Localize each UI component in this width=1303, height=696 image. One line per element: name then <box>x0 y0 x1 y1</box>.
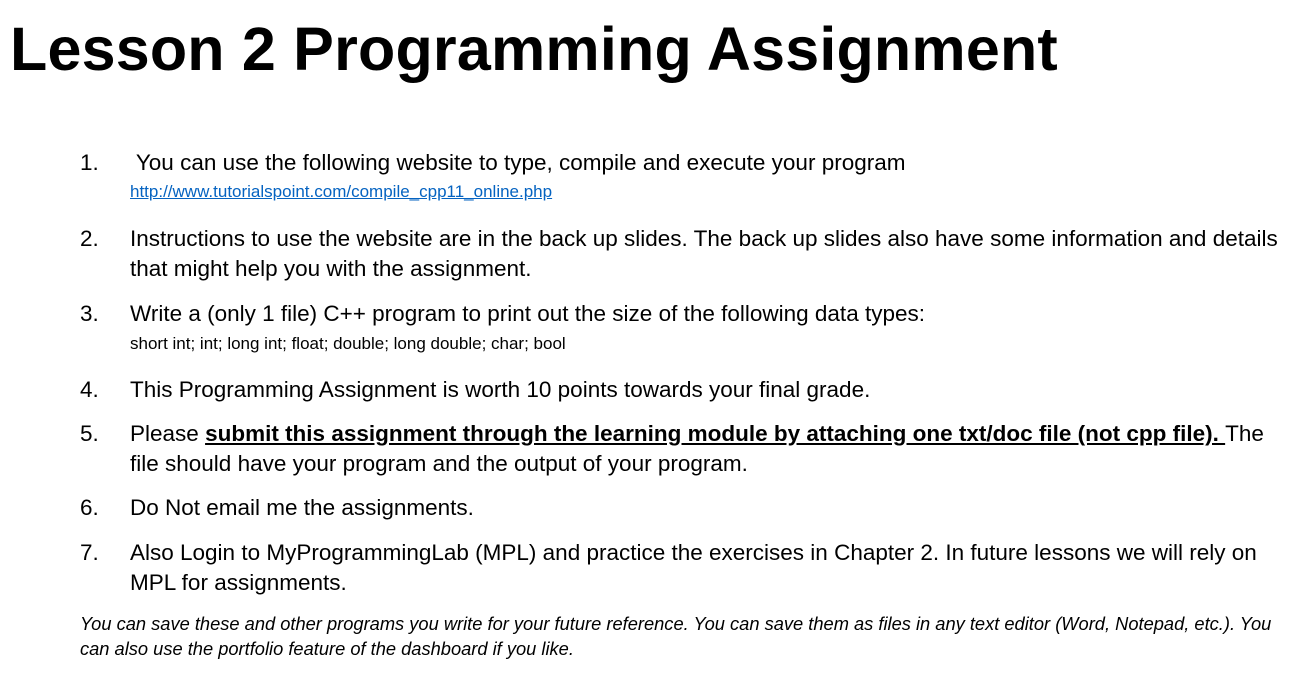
list-item-number: 5. <box>80 421 99 446</box>
list-item-number: 4. <box>80 377 99 402</box>
page-title: Lesson 2 Programming Assignment <box>10 15 1058 83</box>
data-types-list: short int; int; long int; float; double; long double; char; bool <box>130 334 566 353</box>
list-item-body <box>130 419 1280 479</box>
list-item-text: This Programming Assignment is worth 10 points towards your final grade. <box>130 377 871 402</box>
footnote: You can save these and other programs you write for your future reference. You can save them as files in any text editor (Word, Notepad, etc.). You can also use the portfolio feature of the dashboard if you like. <box>80 613 1272 659</box>
list-item-text: Instructions to use the website are in the back up slides. The back up slides also have some information and details that might help you with the assignment. <box>130 226 1278 281</box>
list-item-text-before: Please <box>130 421 206 446</box>
list-item-body <box>130 299 1280 355</box>
list-item-body <box>130 148 1280 203</box>
list-item-number: 2. <box>80 226 99 251</box>
list-item-number: 7. <box>80 540 99 565</box>
list-item-number: 1. <box>80 150 99 175</box>
list-item-text: Do Not email me the assignments. <box>130 495 474 520</box>
list-item-text-after: The file should have your program and the output of your program. <box>130 421 1264 476</box>
list-item-number: 6. <box>80 495 99 520</box>
list-item-text: Write a (only 1 file) C++ program to print out the size of the following data types: <box>130 301 925 326</box>
list-item-text: You can use the following website to type, compile and execute your program <box>130 150 906 175</box>
submission-instructions: submit this assignment through the learning module by attaching one txt/doc file (not cpp file). <box>205 421 1226 446</box>
list-item-number: 3. <box>80 301 99 326</box>
list-item-text: Also Login to MyProgrammingLab (MPL) and practice the exercises in Chapter 2. In future lessons we will rely on MPL for assignments. <box>130 540 1257 595</box>
compiler-website-link[interactable]: http://www.tutorialspoint.com/compile_cpp11_online.php <box>130 182 553 201</box>
